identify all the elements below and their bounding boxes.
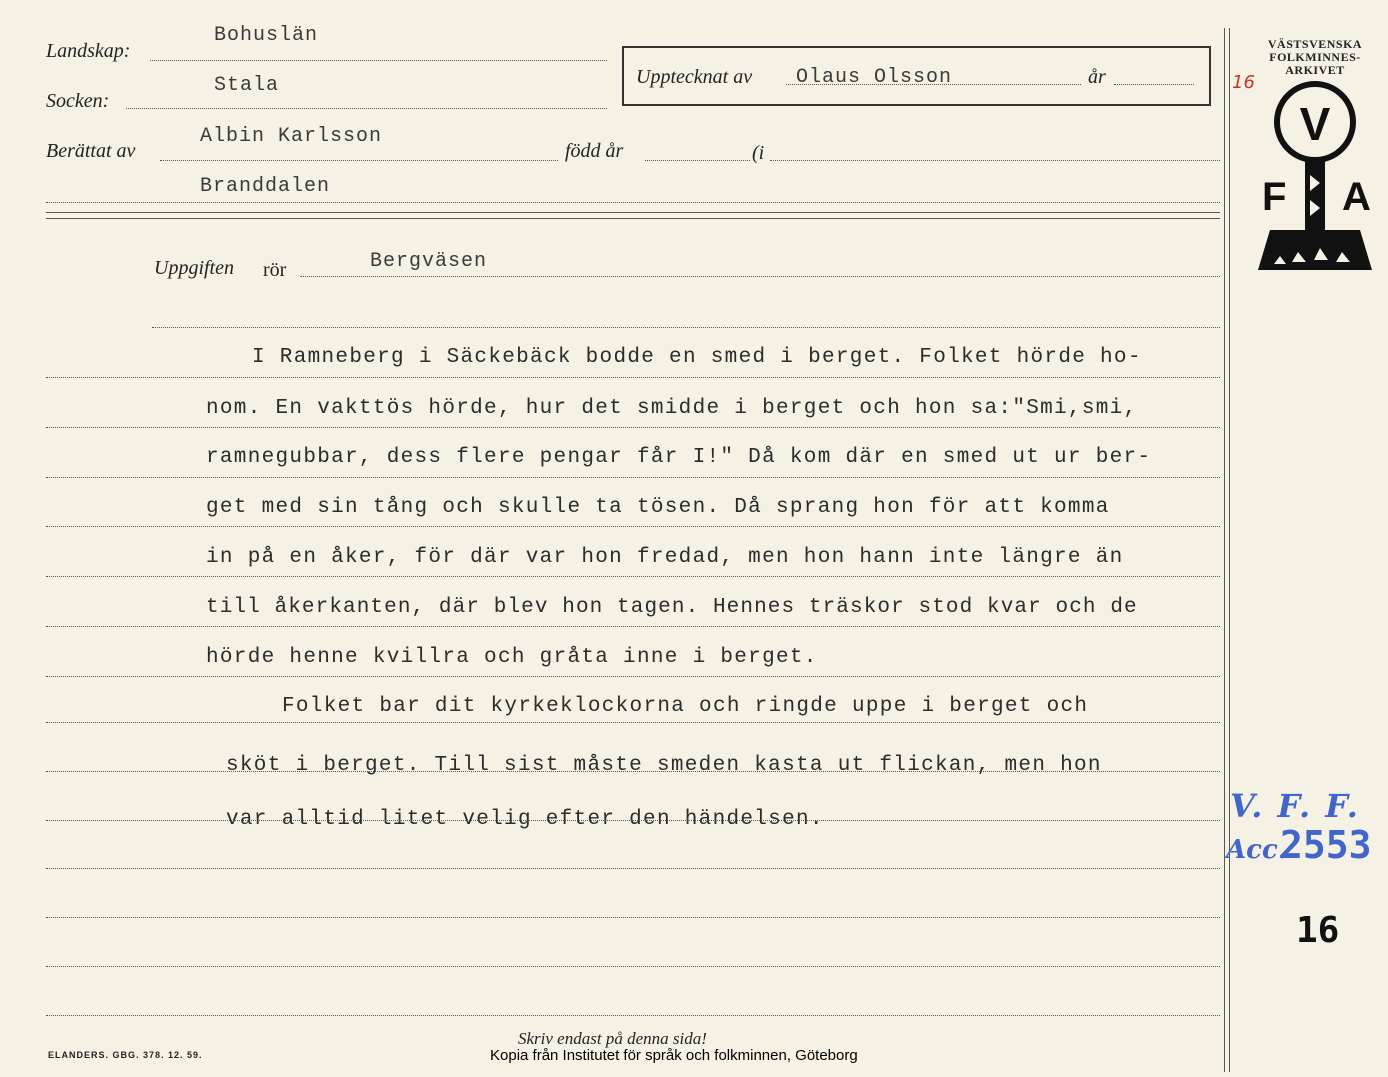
thor-hammer-icon <box>1250 80 1380 290</box>
fodd-paren: (i <box>752 142 765 164</box>
ruled-line <box>46 868 1220 869</box>
red-pencil-number: 16 <box>1232 72 1255 93</box>
ruled-line <box>46 576 1220 577</box>
ar-label: år <box>1088 66 1106 88</box>
page-number: 16 <box>1296 910 1340 951</box>
landskap-value: Bohuslän <box>214 24 319 47</box>
berattat-line <box>160 160 558 161</box>
logo-letter-v: V <box>1299 98 1331 150</box>
text-line: get med sin tång och skulle ta tösen. Då sprang hon för att komma <box>206 496 1110 519</box>
place-line <box>46 202 1220 203</box>
berattat-label: Berättat av <box>46 140 136 162</box>
ruled-line <box>46 427 1220 428</box>
landskap-line <box>150 60 607 61</box>
blank-line-1 <box>152 327 1220 328</box>
socken-value: Stala <box>214 74 280 97</box>
uppgiften-value: Bergväsen <box>370 250 488 273</box>
margin-rule-1 <box>1224 28 1225 1072</box>
stamp-line-1: V. F. F. <box>1230 787 1360 825</box>
printer-mark: ELANDERS. GBG. 378. 12. 59. <box>48 1050 203 1060</box>
header-rule-2 <box>46 218 1220 219</box>
text-line: I Ramneberg i Säckebäck bodde en smed i berget. Folket hörde ho- <box>252 346 1142 369</box>
logo-letter-f: F <box>1262 175 1287 219</box>
upptecknat-line <box>786 84 1081 85</box>
ruled-line <box>46 722 1220 723</box>
uppgiften-label: Uppgiften <box>154 257 234 279</box>
copy-notice: Kopia från Institutet för språk och folkminnen, Göteborg <box>490 1047 858 1064</box>
text-line: sköt i berget. Till sist måste smeden kasta ut flickan, men hon <box>226 754 1102 777</box>
ruled-line <box>46 1015 1220 1016</box>
upptecknat-box <box>622 46 1211 106</box>
logo-line-3: ARKIVET <box>1285 63 1345 77</box>
ruled-line <box>46 917 1220 918</box>
ruled-line <box>46 526 1220 527</box>
logo-line-2: FOLKMINNES- <box>1269 50 1361 64</box>
socken-line <box>126 108 607 109</box>
logo-line-1: VÄSTSVENSKA <box>1267 37 1363 51</box>
logo-letter-a: A <box>1342 175 1371 219</box>
margin-rule-2 <box>1229 28 1230 1072</box>
socken-label: Socken: <box>46 90 110 112</box>
footer-instruction: Skriv endast på denna sida! <box>518 1029 707 1048</box>
ror-label: rör <box>263 259 287 281</box>
text-line: Folket bar dit kyrkeklockorna och ringde uppe i berget och <box>282 695 1089 718</box>
berattat-value: Albin Karlsson <box>200 125 383 148</box>
fodd-label: född år <box>565 140 624 162</box>
ruled-line <box>46 377 1220 378</box>
text-line: in på en åker, för där var hon fredad, men hon hann inte längre än <box>206 546 1124 569</box>
stamp-number: 2553 <box>1280 823 1372 867</box>
upptecknat-value: Olaus Olsson <box>796 66 953 89</box>
place-value: Branddalen <box>200 175 331 198</box>
ar-line <box>1114 84 1194 85</box>
text-line: ramnegubbar, dess flere pengar får I!" Då kom där en smed ut ur ber- <box>206 446 1152 469</box>
uppgiften-line <box>300 276 1220 277</box>
text-line: hörde henne kvillra och gråta inne i berget. <box>206 646 818 669</box>
text-line: var alltid litet velig efter den händelsen. <box>226 808 824 831</box>
archive-stamp <box>1226 785 1386 885</box>
text-line: nom. En vakttös hörde, hur det smidde i berget och hon sa:"Smi,smi, <box>206 397 1138 420</box>
ruled-line <box>46 771 1220 772</box>
fodd-paren-line <box>770 160 1220 161</box>
ruled-line <box>46 820 1220 821</box>
ruled-line <box>46 966 1220 967</box>
ruled-line <box>46 626 1220 627</box>
header-rule-1 <box>46 212 1220 213</box>
upptecknat-label: Upptecknat av <box>636 66 753 88</box>
ruled-line <box>46 676 1220 677</box>
archive-logo <box>1250 37 1380 219</box>
landskap-label: Landskap: <box>46 40 131 62</box>
fodd-line <box>645 160 750 161</box>
text-line: till åkerkanten, där blev hon tagen. Hennes träskor stod kvar och de <box>206 596 1138 619</box>
stamp-acc: Acc. <box>1226 835 1287 865</box>
ruled-line <box>46 477 1220 478</box>
